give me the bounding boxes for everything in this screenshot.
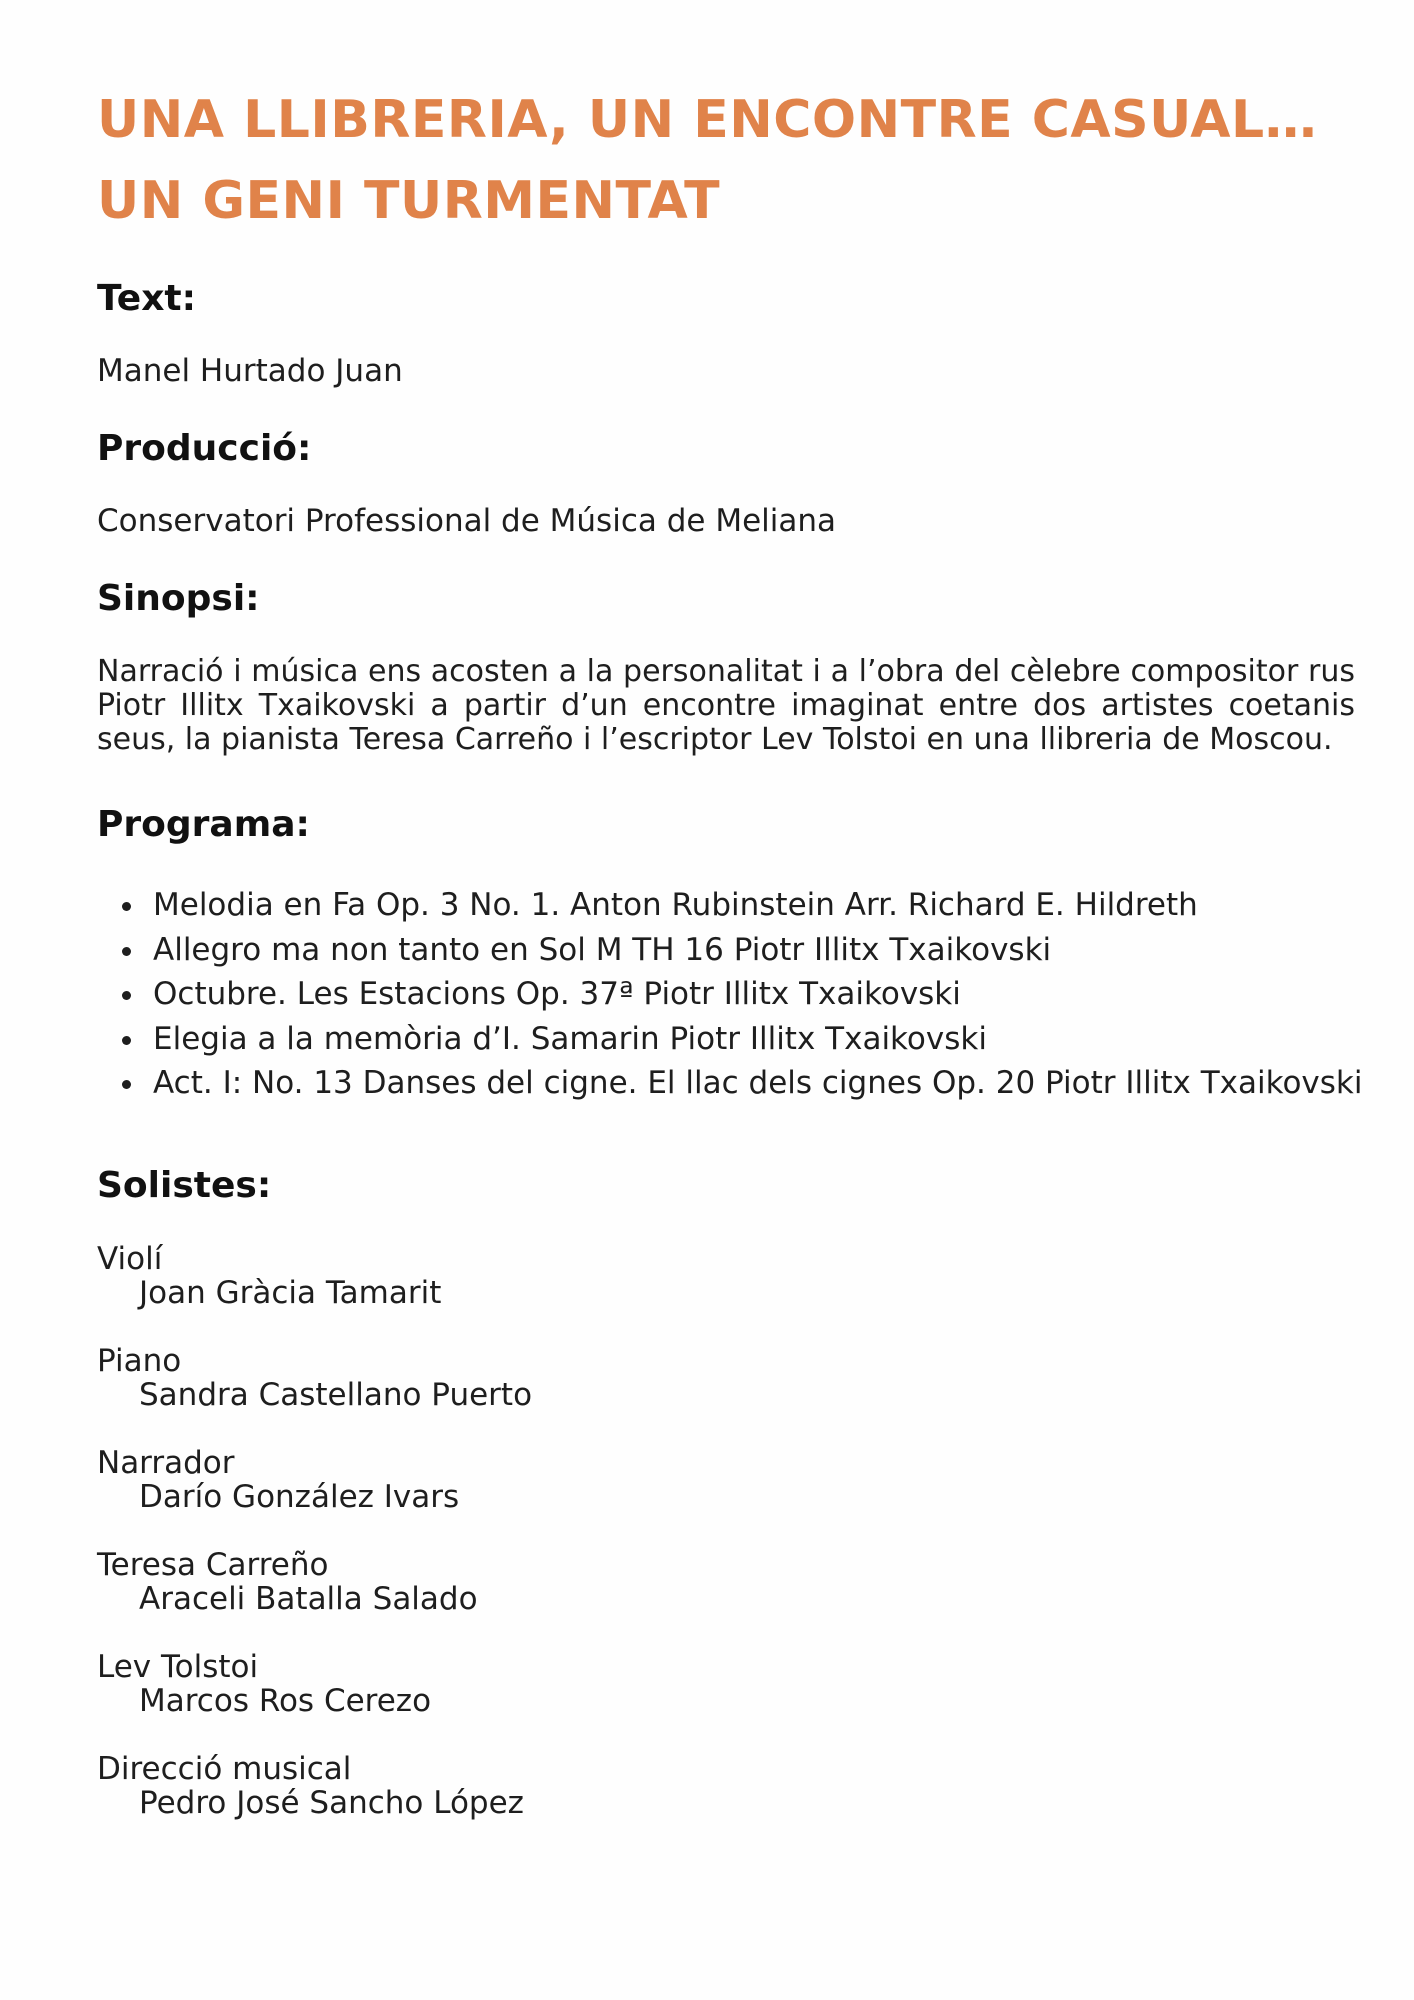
soloist-role: Violí <box>97 1240 163 1277</box>
title-line-2: UN GENI TURMENTAT <box>97 171 721 231</box>
soloist-name: Marcos Ros Cerezo <box>139 1682 432 1719</box>
program-item: Allegro ma non tanto en Sol M TH 16 Piotr Illitx Txaikovski <box>153 928 1354 973</box>
production-value: Conservatori Professional de Música de Meliana <box>97 503 837 539</box>
soloist-entry-narrator <box>97 1446 1354 1514</box>
program-item: Act. I: No. 13 Danses del cigne. El llac dels cignes Op. 20 Piotr Illitx Txaikovski <box>153 1061 1354 1106</box>
program-list <box>97 883 1363 1106</box>
soloist-role: Narrador <box>97 1444 235 1481</box>
production-heading: Producció: <box>97 428 312 469</box>
soloist-entry-piano <box>97 1344 1354 1412</box>
soloist-name: Araceli Batalla Salado <box>139 1580 478 1617</box>
soloist-role: Direcció musical <box>97 1750 352 1787</box>
soloist-name: Sandra Castellano Puerto <box>139 1376 533 1413</box>
soloist-entry-lev-tolstoi <box>97 1650 1354 1718</box>
soloist-name: Pedro José Sancho López <box>139 1784 524 1821</box>
program-item: Elegia a la memòria d’I. Samarin Piotr Illitx Txaikovski <box>153 1017 1354 1062</box>
author-name: Manel Hurtado Juan <box>97 353 403 389</box>
soloist-entry-violin <box>97 1242 1354 1310</box>
soloist-role: Lev Tolstoi <box>97 1648 259 1685</box>
soloist-entry-teresa-carreno <box>97 1548 1354 1616</box>
page-title <box>97 80 1357 242</box>
synopsis-heading: Sinopsi: <box>97 578 260 619</box>
synopsis-text: Narració i música ens acosten a la personalitat i a l’obra del cèlebre compositor rus Piotr Illitx Txaikovski a partir d’un encontre imaginat entre dos artistes coetanis seus, la pianista Teresa Carreño i l’escriptor Lev Tolstoi en una llibreria de Moscou. <box>97 654 1355 757</box>
program-heading: Programa: <box>97 804 310 845</box>
soloist-name: Darío González Ivars <box>139 1478 460 1515</box>
title-line-1: UNA LLIBRERIA, UN ENCONTRE CASUAL… <box>97 90 1318 150</box>
program-item: Melodia en Fa Op. 3 No. 1. Anton Rubinstein Arr. Richard E. Hildreth <box>153 883 1354 928</box>
soloist-name: Joan Gràcia Tamarit <box>139 1274 442 1311</box>
soloist-entry-musical-director <box>97 1752 1354 1820</box>
soloist-role: Piano <box>97 1342 182 1379</box>
text-heading: Text: <box>97 278 197 319</box>
soloist-role: Teresa Carreño <box>97 1546 329 1583</box>
program-item: Octubre. Les Estacions Op. 37ª Piotr Illitx Txaikovski <box>153 972 1354 1017</box>
soloists-heading: Solistes: <box>97 1164 272 1206</box>
